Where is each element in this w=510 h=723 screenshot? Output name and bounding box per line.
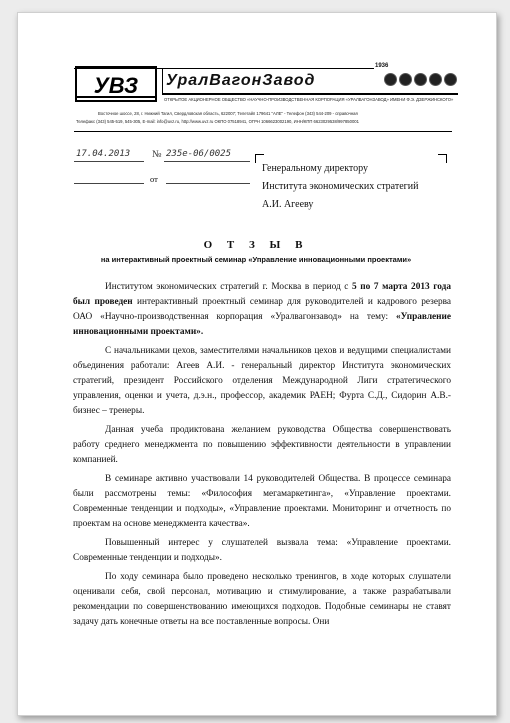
award-medals [384,73,457,86]
paragraph: Повышенный интерес у слушателей вызвала тема: «Управление проектами. Современные тенденции и подходы». [73,538,451,563]
outgoing-date: 17.04.2013 [76,149,131,159]
paragraph-text: Институтом экономических стратегий г. Москва в период с [105,282,353,292]
paragraph-text: интерактивный проектный семинар для руководителей и кадрового резерва ОАО «Научно-производственная корпорация «Уралвагонзавод» на тему: [73,297,451,322]
uvz-logo [74,65,158,103]
paragraph: С начальниками цехов, заместителями начальников цехов и ведущими специалистами объединения работали: Агеев А.И. - генеральный директор Института экономических стратегий, президент Российского отделения Международной Лиги стратегического управления, оценки и учета, д.э.н., профессор, академик РАЕН; Фурта С.Д., Сидорин А.В.- бизнес – тренеры. [73,346,451,416]
paragraph [73,280,451,340]
medal-icon [399,73,412,86]
letterhead-divider [162,69,163,93]
medal-icon [414,73,427,86]
in-reply-number-line [166,183,250,184]
paragraph: Данная учеба продиктована желанием руководства Общества совершенствовать работу среднего менеджмента по повышению эффективности деятельности в управлении компанией. [73,425,451,465]
svg-text:УВЗ: УВЗ [93,73,139,98]
addressee-line: А.И. Агееву [262,199,314,210]
addressee-line: Института экономических стратегий [262,181,419,192]
letterhead-bottom-rule [74,131,452,132]
document-subtitle: на интерактивный проектный семинар «Управление инновационными проектами» [100,255,412,264]
medal-icon [444,73,457,86]
addressee-block [262,160,418,214]
from-label: от [150,174,158,184]
paragraph-bold-text: 5 по 7 марта 2013 года был проведен [73,282,451,307]
number-sign: № [152,149,162,160]
medal-icon [384,73,397,86]
in-reply-date-line [74,183,144,184]
medal-icon [429,73,442,86]
letterhead-top-rule [74,68,374,69]
outgoing-number: 235е-06/0025 [166,149,232,159]
contact-line-1: Восточное шоссе, 28, г. Нижний Тагил, Свердловская область, 622007; Телетайп 179641 "АЛЕ" - Телефон (343) 544-209 - справочная [98,111,358,116]
number-underline [164,161,250,162]
paragraph: В семинаре активно участвовали 14 руководителей Общества. В процессе семинара были рассмотрены темы: «Философия мегамаркетинга», «Управление проектами. Современные тенденции и подходы», «Управление проектами. Мониторинг и отчетность по проектам на основе менеджмента качества». [73,474,451,529]
address-corner-mark [438,154,447,163]
paragraph: По ходу семинара было проведено несколько тренингов, в ходе которых слушатели оценивали себя, свой персонал, мотивацию и стимулирование, а также разрабатывали рекомендации по совершенствованию имеющихся подходов. Подобные семинары не ставят задачу дать конечные ответы на все поставленные вопросы. Они [73,572,451,627]
org-full-name: ОТКРЫТОЕ АКЦИОНЕРНОЕ ОБЩЕСТВО «НАУЧНО-ПРОИЗВОДСТВЕННАЯ КОРПОРАЦИЯ «УРАЛВАГОНЗАВОД» ИМЕНИ Ф.Э. ДЗЕРЖИНСКОГО» [164,97,454,102]
letter-body [73,280,451,634]
document-title: О Т З Ы В [203,239,309,251]
founding-year: 1936 [375,63,389,69]
date-underline [74,161,144,162]
brand-name: УралВагонЗавод [166,72,316,89]
letterhead-brand-rule [162,93,458,95]
contact-line-2: Телефакс (343) 545-519, 545-305, E-mail: info@uvz.ru, http://www.uvz.ru ОКПО 07518941, ОГРН 1066623002190, ИНН/КПП 6623029538/997850001 [76,119,359,124]
document-page [17,12,497,716]
addressee-line: Генеральному директору [262,163,369,174]
paragraph-bold-text: «Управление инновационными проектами». [73,312,451,337]
